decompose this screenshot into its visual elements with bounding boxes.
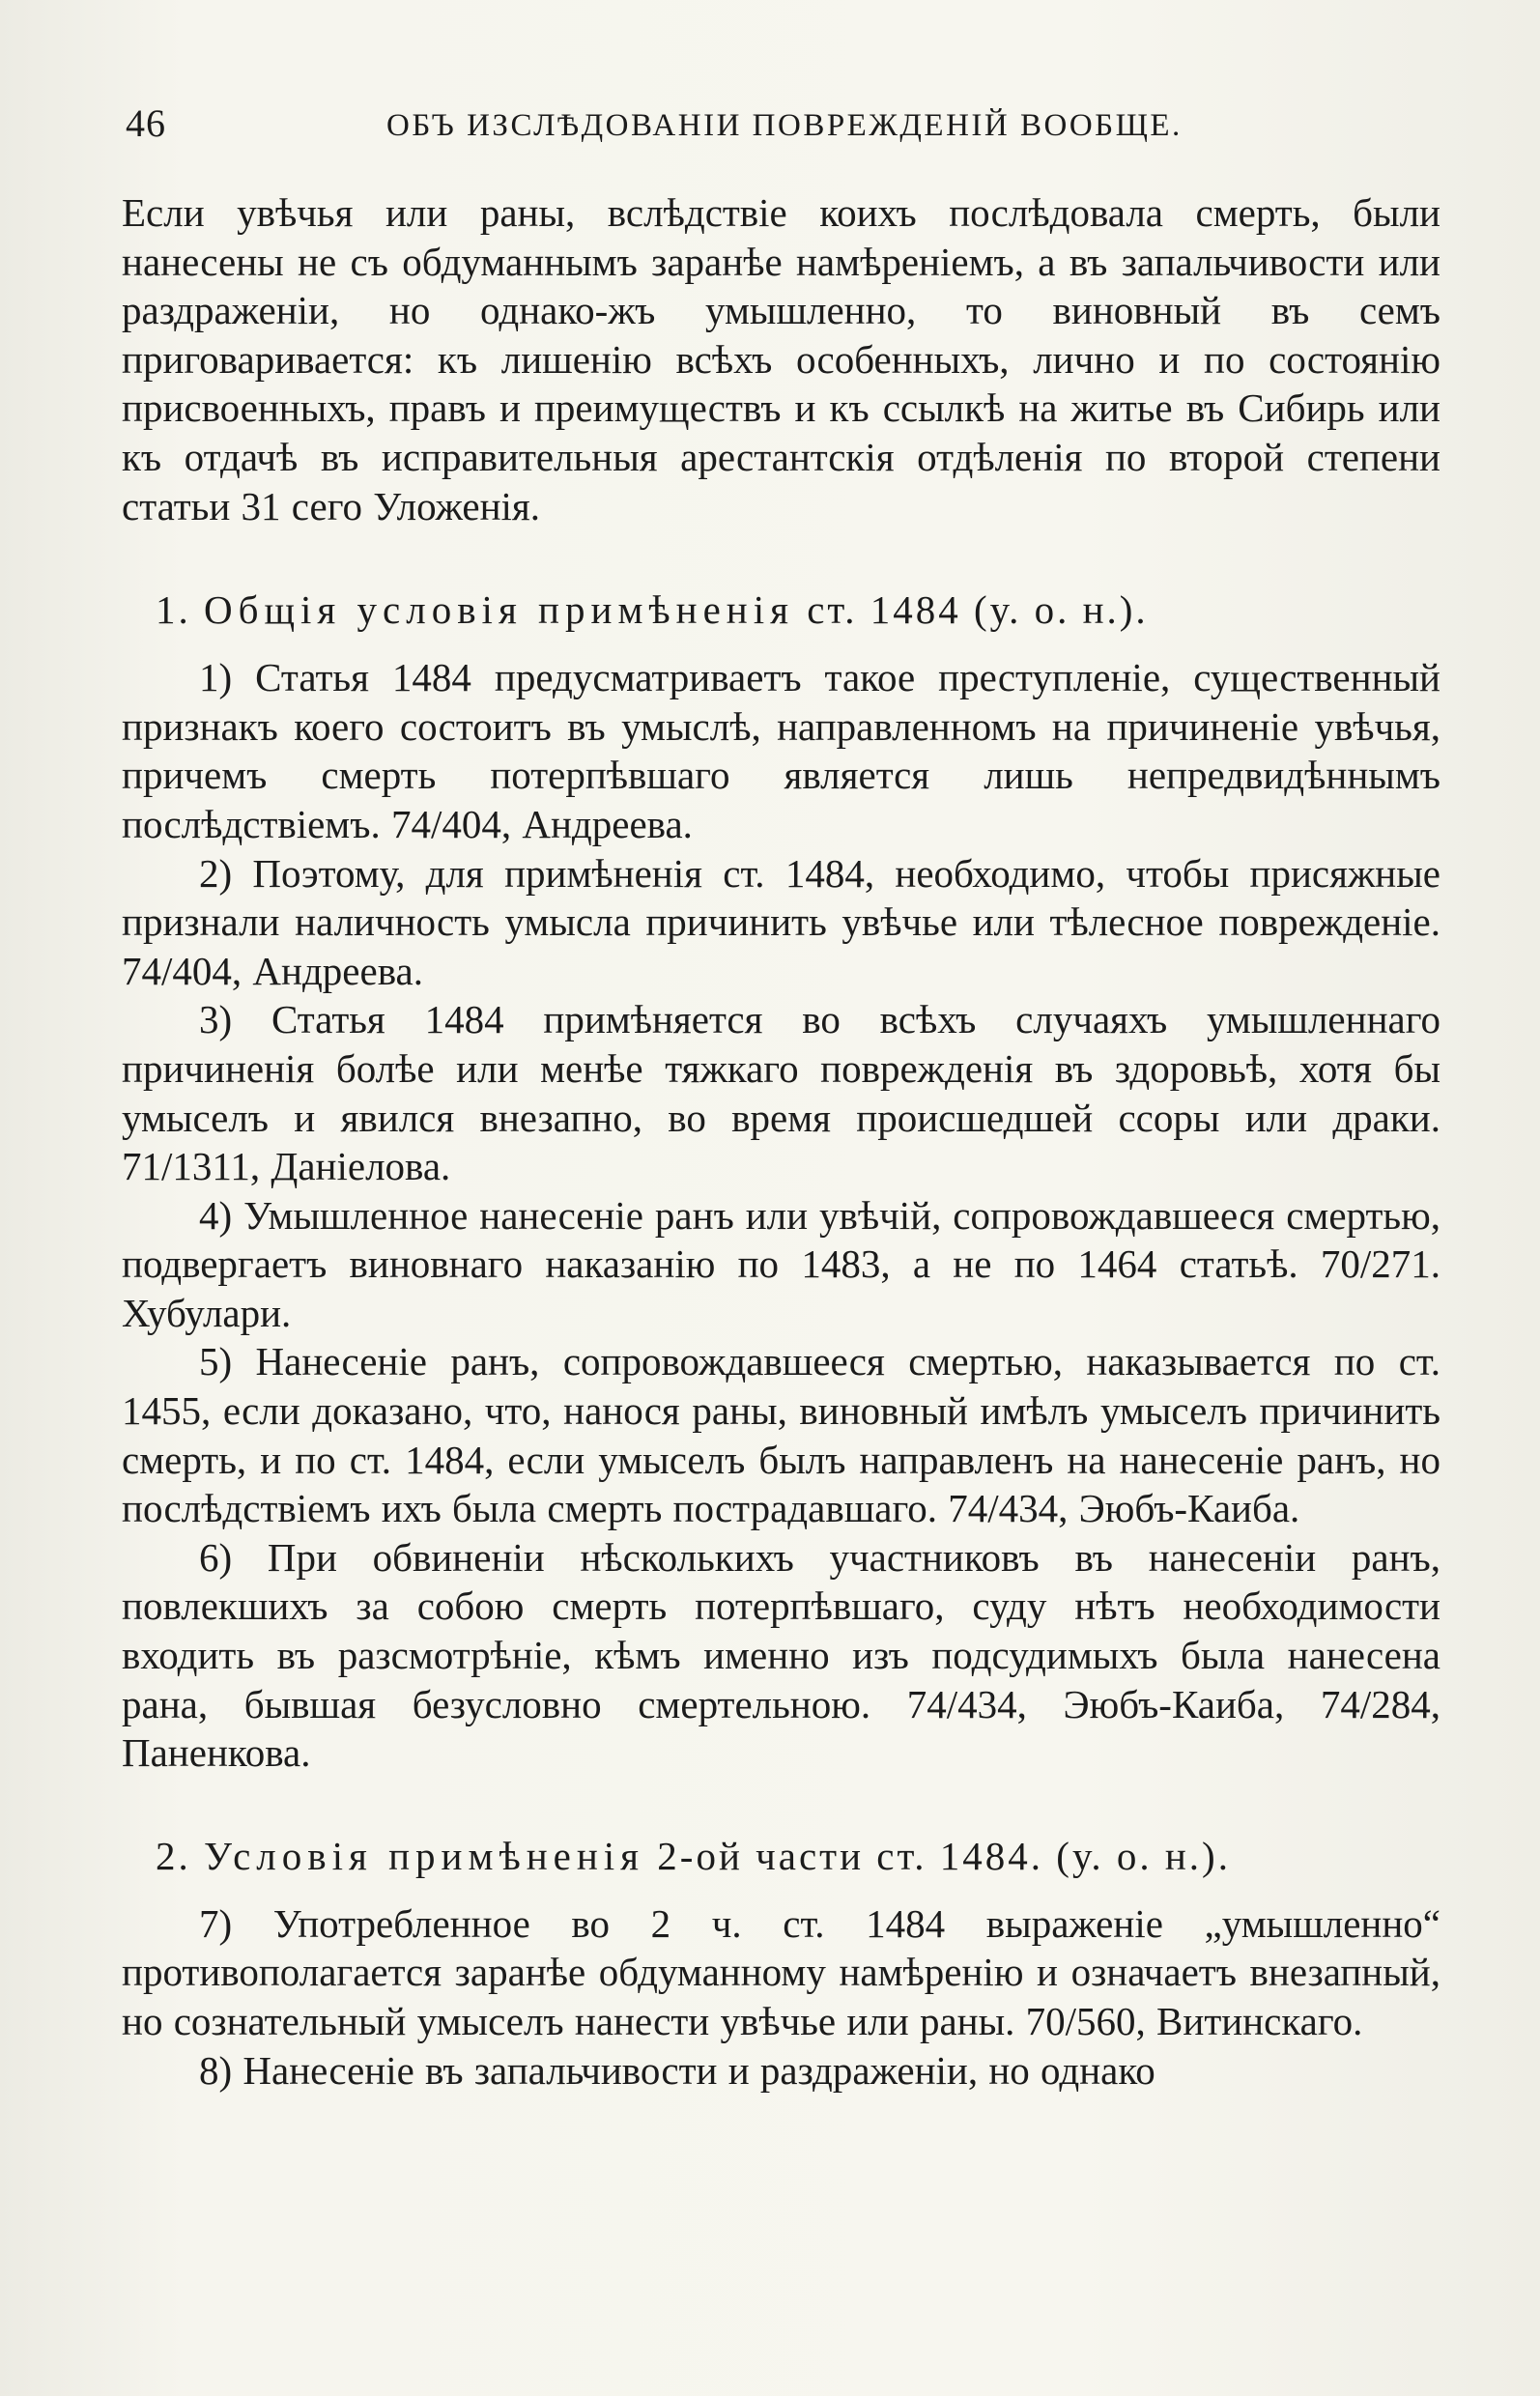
section-2-spaced-title: Условія примѣненія: [204, 1833, 645, 1878]
paragraph-7: 7) Употребленное во 2 ч. ст. 1484 выраженіе „умышленно“ противополагается заранѣе обдуманному намѣренію и означаетъ внезапный, но сознательный умыселъ нанести увѣчье или раны. 70/560, Витинскаго.: [122, 1900, 1440, 2043]
running-title: ОБЪ ИЗСЛѢДОВАНІИ ПОВРЕЖДЕНІЙ ВООБЩЕ.: [386, 108, 1183, 143]
paragraph-1: 1) Статья 1484 предусматриваетъ такое преступленіе, существенный признакъ коего состоитъ въ умыслѣ, направленномъ на причиненіе увѣчья, причемъ смерть потерпѣвшаго является лишь непредвидѣннымъ послѣдствіемъ. 74/404, Андреева.: [122, 655, 1440, 846]
section-heading-1: [122, 585, 1440, 634]
section-1-number: 1.: [156, 587, 191, 633]
paragraph-3: 3) Статья 1484 примѣняется во всѣхъ случаяхъ умышленнаго причиненія болѣе или менѣе тяжкаго поврежденія въ здоровьѣ, хотя бы умыселъ и явился внезапно, во время происшедшей ссоры или драки. 71/1311, Даніелова.: [122, 997, 1440, 1189]
section-heading-2: [122, 1832, 1440, 1880]
intro-paragraph: Если увѣчья или раны, вслѣдствіе коихъ послѣдовала смерть, были нанесены не съ обдуманнымъ заранѣе намѣреніемъ, а въ запальчивости или раздраженіи, но однако-жъ умышленно, то виновный въ семъ приговаривается: къ лишенію всѣхъ особенныхъ, лично и по состоянію присвоенныхъ, правъ и преимуществъ и къ ссылкѣ на житье въ Сибирь или къ отдачѣ въ исправительныя арестантскія отдѣленія по второй степени статьи 31 сего Уложенія.: [122, 190, 1440, 528]
section-1-rest: ст. 1484 (у. о. н.).: [807, 587, 1149, 633]
paragraph-8: 8) Нанесеніе въ запальчивости и раздраженіи, но однако: [199, 2047, 1155, 2093]
paragraph-2: 2) Поэтому, для примѣненія ст. 1484, необходимо, чтобы присяжные признали наличность умысла причинить увѣчье или тѣлесное поврежденіе. 74/404, Андреева.: [122, 850, 1440, 993]
section-2-number: 2.: [156, 1833, 191, 1878]
paragraph-6: 6) При обвиненіи нѣсколькихъ участниковъ въ нанесеніи ранъ, повлекшихъ за собою смерть потерпѣвшаго, суду нѣтъ необходимости входить въ разсмотрѣніе, кѣмъ именно изъ подсудимыхъ была нанесена рана, бывшая безусловно смертельною. 74/434, Эюбъ-Каиба, 74/284, Паненкова.: [122, 1534, 1440, 1776]
section-1-spaced-title: Общія условія примѣненія: [204, 587, 794, 633]
paragraph-5: 5) Нанесеніе ранъ, сопровождавшееся смертью, наказывается по ст. 1455, если доказано, что, нанося раны, виновный имѣлъ умыселъ причинить смерть, и по ст. 1484, если умыселъ былъ направленъ на нанесеніе ранъ, но послѣдствіемъ ихъ была смерть пострадавшаго. 74/434, Эюбъ-Каиба.: [122, 1339, 1440, 1531]
section-2-rest: 2-ой части ст. 1484. (у. о. н.).: [657, 1833, 1231, 1878]
paragraph-4: 4) Умышленное нанесеніе ранъ или увѣчій, сопровождавшееся смертью, подвергаетъ виновнаго наказанію по 1483, а не по 1464 статьѣ. 70/271. Хубулари.: [122, 1192, 1440, 1335]
page-body: [122, 188, 1440, 2095]
page-number: 46: [126, 101, 166, 145]
